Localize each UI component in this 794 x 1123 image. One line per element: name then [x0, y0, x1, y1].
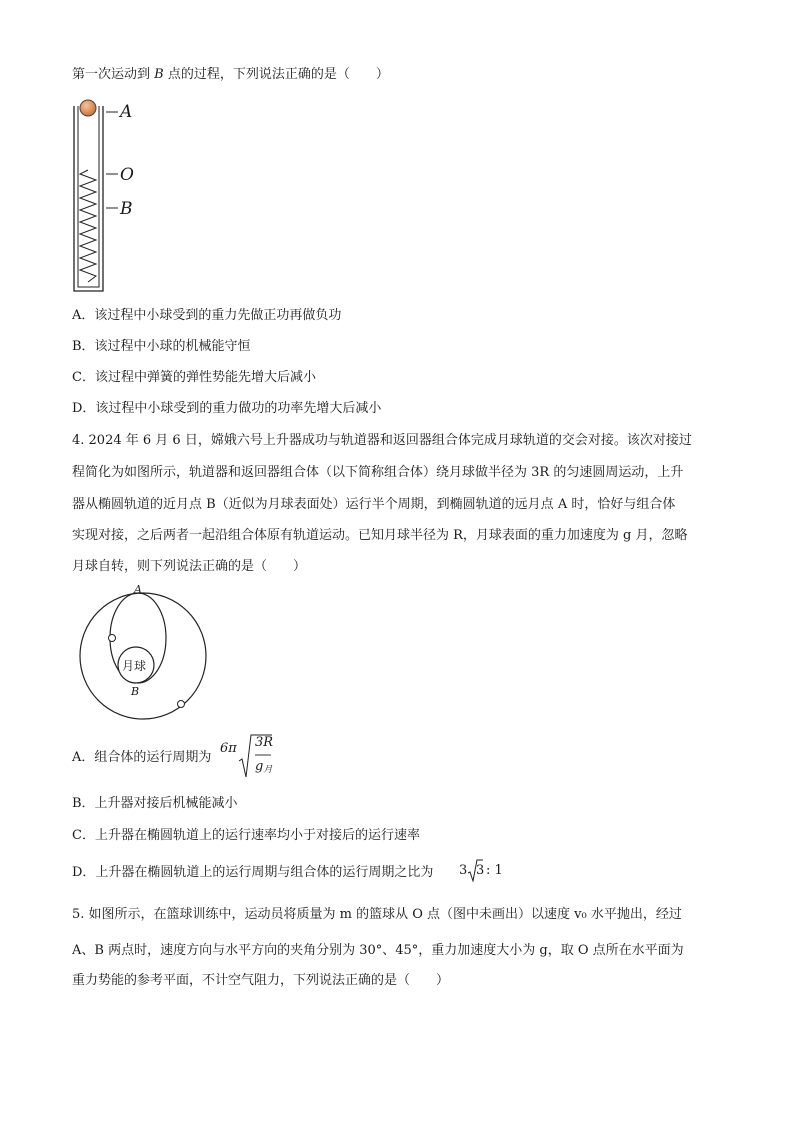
- q4-line-2: 程简化为如图所示，轨道器和返回器组合体（以下简称组合体）绕月球做半径为 3R 的匀速圆周运动，上升: [72, 465, 684, 480]
- formula-den-g: g: [255, 759, 264, 774]
- label-A-tube: A: [120, 102, 133, 122]
- label-B-orbit: B: [131, 685, 140, 698]
- q3-option-d: D．该过程中小球受到的重力做功的功率先增大后减小: [72, 401, 382, 416]
- ratio-root: 3: [476, 863, 485, 878]
- ratio-coef: 3: [459, 863, 468, 878]
- q3-stem: [72, 66, 389, 84]
- moon-label: 月球: [122, 659, 147, 673]
- spring: [80, 170, 96, 282]
- period-formula: [218, 733, 278, 781]
- q4-option-d-text: D．上升器在椭圆轨道上的运行周期与组合体的运行周期之比为: [72, 865, 434, 880]
- combo-marker: [178, 701, 185, 708]
- q3-stem-var: B: [154, 67, 164, 82]
- label-B-tube: B: [120, 199, 133, 219]
- q4-option-d: [72, 864, 433, 882]
- formula-numerator: 3R: [255, 735, 274, 750]
- spring-tube-figure: [66, 96, 156, 296]
- q3-option-a: A．该过程中小球受到的重力先做正功再做负功: [72, 308, 342, 323]
- label-A-orbit: A: [134, 583, 142, 596]
- q4-option-a-text: A．组合体的运行周期为: [72, 750, 212, 765]
- ratio-formula: [459, 858, 509, 884]
- formula-coef: 6π: [220, 741, 237, 756]
- q4-line-1: 4. 2024 年 6 月 6 日，嫦娥六号上升器成功与轨道器和返回器组合体完成月球轨道的交会对接。该次对接过: [72, 433, 692, 448]
- q4-line-5: 月球自转，则下列说法正确的是（ ）: [72, 559, 307, 574]
- q5-line-1: 5. 如图所示，在篮球训练中，运动员将质量为 m 的篮球从 O 点（图中未画出）以速度 v₀ 水平抛出，经过: [72, 907, 682, 922]
- tube-inner: [78, 106, 99, 287]
- q3-stem-post: 点的过程，下列说法正确的是（ ）: [163, 67, 389, 82]
- ball: [80, 100, 96, 116]
- q3-option-b: B．该过程中小球的机械能守恒: [72, 339, 251, 354]
- lander-marker: [109, 635, 116, 642]
- formula-denominator: [255, 759, 272, 775]
- q3-option-c: C．该过程中弹簧的弹性势能先增大后减小: [72, 370, 316, 385]
- q4-option-b: B．上升器对接后机械能减小: [72, 796, 238, 811]
- q4-line-3: 器从椭圆轨道的近月点 B（近似为月球表面处）运行半个周期，到椭圆轨道的远月点 A 时，恰好与组合体: [72, 497, 676, 512]
- q5-line-2: A、B 两点时，速度方向与水平方向的夹角分别为 30°、45°，重力加速度大小为 g，取 O 点所在水平面为: [72, 943, 684, 958]
- q4-line-4: 实现对接，之后两者一起沿组合体原有轨道运动。已知月球半径为 R，月球表面的重力加速度为 g 月，忽略: [72, 528, 688, 543]
- q4-option-c: C．上升器在椭圆轨道上的运行速率均小于对接后的运行速率: [72, 828, 420, 843]
- q4-option-a: [72, 749, 211, 767]
- q5-line-3: 重力势能的参考平面，不计空气阻力，下列说法正确的是（ ）: [72, 973, 450, 988]
- formula-den-sub: 月: [263, 765, 273, 775]
- ratio-rest: : 1: [486, 863, 503, 878]
- orbit-figure: [68, 582, 218, 727]
- label-O-tube: O: [120, 165, 134, 185]
- q3-stem-pre: 第一次运动到: [72, 67, 155, 82]
